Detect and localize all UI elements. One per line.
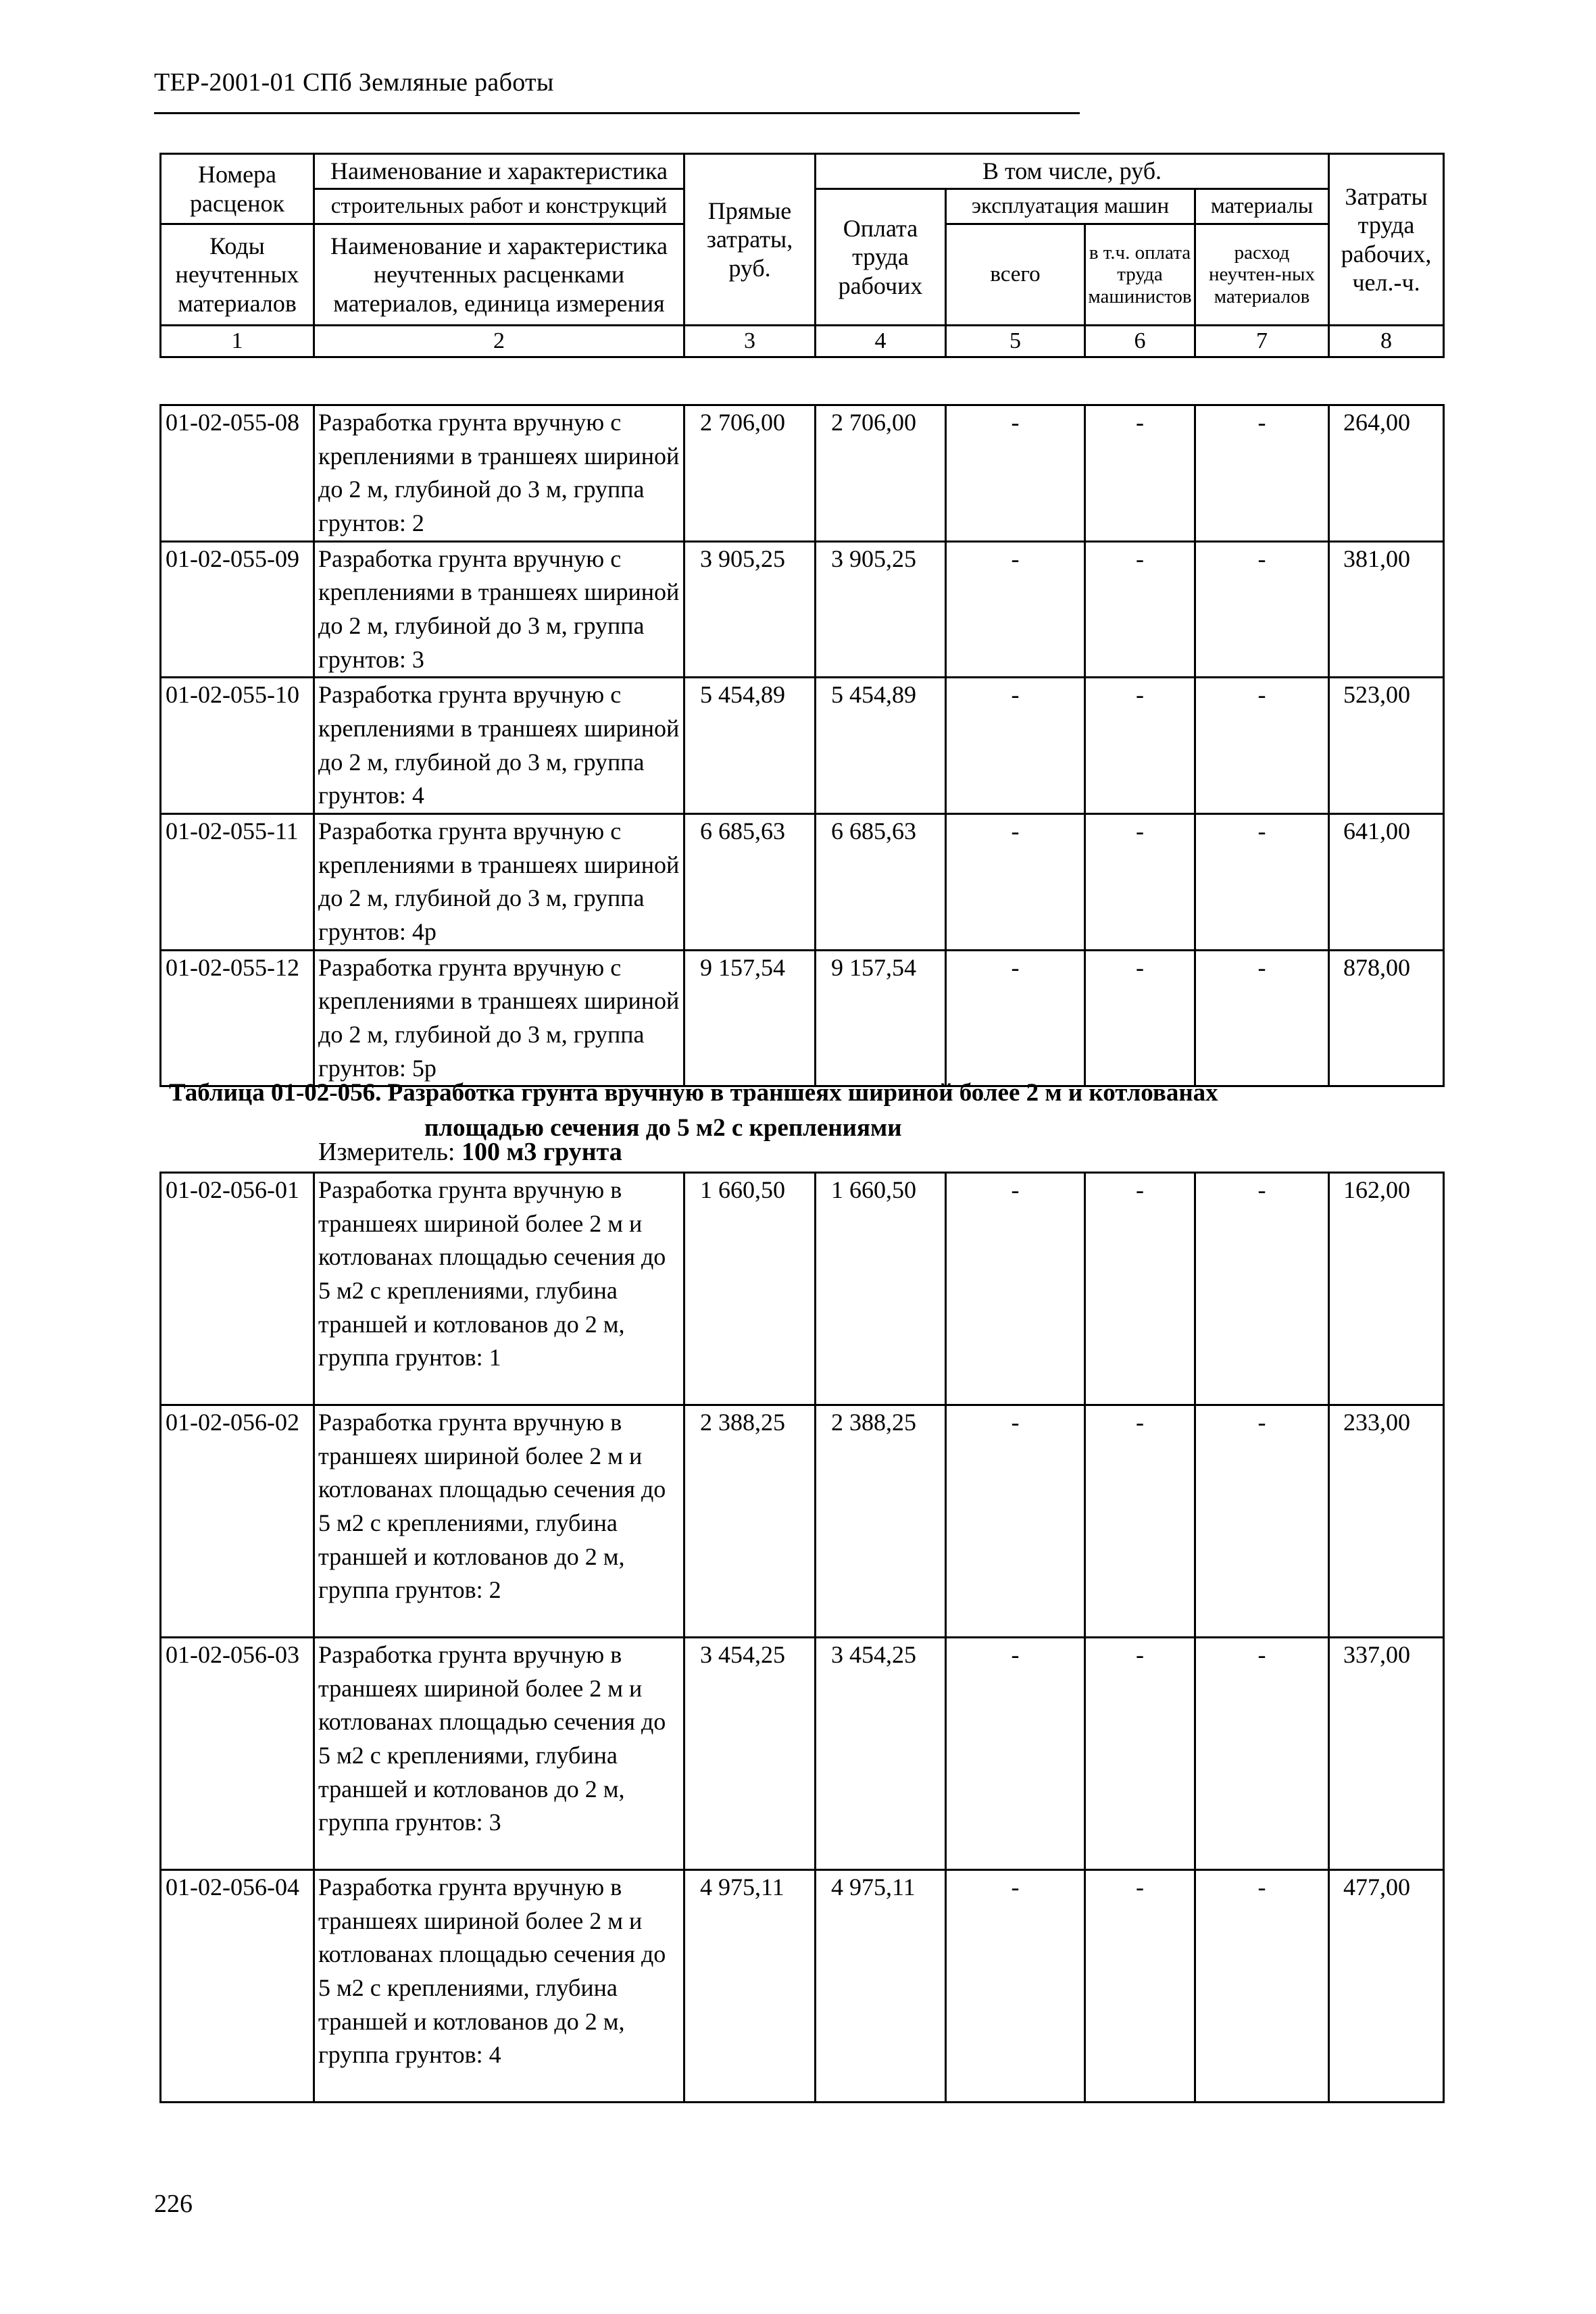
col-number: 5 [946,326,1085,357]
machines-total-cell: - [946,541,1085,678]
labor-hours-cell: 264,00 [1329,405,1444,542]
table-row [161,678,1444,814]
measure-value: 100 м3 грунта [462,1138,622,1166]
rate-code-cell: 01-02-056-03 [161,1638,314,1870]
machines-total-cell: - [946,1870,1085,2103]
machinists-pay-cell: - [1085,1405,1195,1638]
table-056-title-line1: Таблица 01-02-056. Разработка грунта вручную в траншеях шириной более 2 м и котлованах [169,1079,1218,1107]
labor-hours-cell: 162,00 [1329,1173,1444,1405]
table-056-title-line2: площадью сечения до 5 м2 с креплениями [424,1113,902,1142]
col1-header-bottom: Коды неучтенных материалов [161,224,314,326]
labor-hours-cell: 878,00 [1329,950,1444,1086]
materials-consumption-cell: - [1195,405,1329,542]
materials-consumption-cell: - [1195,1870,1329,2103]
labor-pay-cell: 5 454,89 [816,678,946,814]
materials-consumption-cell: - [1195,1638,1329,1870]
rate-code-cell: 01-02-055-12 [161,950,314,1086]
rate-code-cell: 01-02-055-11 [161,814,314,951]
materials-consumption-cell: - [1195,1173,1329,1405]
work-name-cell: Разработка грунта вручную с креплениями в траншеях шириной до 2 м, глубиной до 3 м, группа грунтов: 2 [314,405,684,542]
col7-header: расход неучтен-ных материалов [1195,224,1329,326]
table-row [161,1173,1444,1405]
direct-costs-cell: 6 685,63 [684,814,816,951]
work-name-cell: Разработка грунта вручную в траншеях шириной более 2 м и котлованах площадью сечения до 5 м2 с креплениями, глубина траншей и котлованов до 2 м, группа грунтов: 3 [314,1638,684,1870]
col2-header-bottom: Наименование и характеристика неучтенных расценками материалов, единица измерения [314,224,684,326]
work-name-cell: Разработка грунта вручную в траншеях шириной более 2 м и котлованах площадью сечения до 5 м2 с креплениями, глубина траншей и котлованов до 2 м, группа грунтов: 1 [314,1173,684,1405]
measure-label: Измеритель: [318,1138,455,1166]
machines-total-cell: - [946,814,1085,951]
rate-code-cell: 01-02-055-10 [161,678,314,814]
rates-table-055 [159,404,1445,1087]
labor-hours-cell: 233,00 [1329,1405,1444,1638]
page-header-title: ТЕР-2001-01 СПб Земляные работы [154,68,554,97]
rate-code-cell: 01-02-055-09 [161,541,314,678]
col-number: 8 [1329,326,1444,357]
machinists-pay-cell: - [1085,814,1195,951]
materials-consumption-cell: - [1195,541,1329,678]
direct-costs-cell: 5 454,89 [684,678,816,814]
labor-hours-cell: 381,00 [1329,541,1444,678]
machinists-pay-cell: - [1085,1173,1195,1405]
col4-header: Оплата труда рабочих [816,189,946,326]
direct-costs-cell: 9 157,54 [684,950,816,1086]
rates-table-056 [159,1172,1445,2103]
labor-pay-cell: 4 975,11 [816,1870,946,2103]
table-row [161,405,1444,542]
labor-hours-cell: 337,00 [1329,1638,1444,1870]
table-row [161,1870,1444,2103]
col6-header: в т.ч. оплата труда машинистов [1085,224,1195,326]
machines-total-cell: - [946,678,1085,814]
labor-pay-cell: 2 706,00 [816,405,946,542]
col-number: 6 [1085,326,1195,357]
table-row [161,541,1444,678]
col5-header: всего [946,224,1085,326]
table-row [161,1405,1444,1638]
machines-total-cell: - [946,1405,1085,1638]
direct-costs-cell: 2 388,25 [684,1405,816,1638]
machinists-pay-cell: - [1085,405,1195,542]
machinists-pay-cell: - [1085,1870,1195,2103]
rate-code-cell: 01-02-055-08 [161,405,314,542]
materials-consumption-cell: - [1195,678,1329,814]
machinists-pay-cell: - [1085,541,1195,678]
direct-costs-cell: 3 905,25 [684,541,816,678]
table-056-title [169,1076,1365,1146]
labor-pay-cell: 3 454,25 [816,1638,946,1870]
materials-consumption-cell: - [1195,950,1329,1086]
work-name-cell: Разработка грунта вручную в траншеях шириной более 2 м и котлованах площадью сечения до 5 м2 с креплениями, глубина траншей и котлованов до 2 м, группа грунтов: 4 [314,1870,684,2103]
col-number: 3 [684,326,816,357]
materials-header: материалы [1195,189,1329,224]
materials-consumption-cell: - [1195,1405,1329,1638]
col-number: 4 [816,326,946,357]
work-name-cell: Разработка грунта вручную с креплениями в траншеях шириной до 2 м, глубиной до 3 м, группа грунтов: 3 [314,541,684,678]
labor-hours-cell: 477,00 [1329,1870,1444,2103]
machinists-pay-cell: - [1085,678,1195,814]
rate-code-cell: 01-02-056-02 [161,1405,314,1638]
labor-pay-cell: 1 660,50 [816,1173,946,1405]
col-number: 1 [161,326,314,357]
col3-header: Прямые затраты, руб. [684,154,816,326]
machines-total-cell: - [946,405,1085,542]
col8-header: Затраты труда рабочих, чел.-ч. [1329,154,1444,326]
col2-header-top: Наименование и характеристика [314,154,684,189]
labor-pay-cell: 6 685,63 [816,814,946,951]
col1-header-top: Номера расценок [161,154,314,224]
rate-code-cell: 01-02-056-04 [161,1870,314,2103]
measure-unit [318,1137,622,1167]
table-row [161,814,1444,951]
work-name-cell: Разработка грунта вручную в траншеях шириной более 2 м и котлованах площадью сечения до 5 м2 с креплениями, глубина траншей и котлованов до 2 м, группа грунтов: 2 [314,1405,684,1638]
in-total-header: В том числе, руб. [816,154,1329,189]
rate-code-cell: 01-02-056-01 [161,1173,314,1405]
page-number: 226 [154,2190,193,2218]
column-header-table [159,153,1445,358]
machinists-pay-cell: - [1085,950,1195,1086]
col-number: 7 [1195,326,1329,357]
materials-consumption-cell: - [1195,814,1329,951]
direct-costs-cell: 2 706,00 [684,405,816,542]
col-number: 2 [314,326,684,357]
machines-total-cell: - [946,1638,1085,1870]
work-name-cell: Разработка грунта вручную с креплениями в траншеях шириной до 2 м, глубиной до 3 м, группа грунтов: 4 [314,678,684,814]
table-row [161,1638,1444,1870]
machines-total-cell: - [946,1173,1085,1405]
direct-costs-cell: 3 454,25 [684,1638,816,1870]
machines-total-cell: - [946,950,1085,1086]
header-rule [154,112,1080,114]
col2-header-top-small: строительных работ и конструкций [314,189,684,224]
direct-costs-cell: 1 660,50 [684,1173,816,1405]
labor-pay-cell: 2 388,25 [816,1405,946,1638]
work-name-cell: Разработка грунта вручную с креплениями в траншеях шириной до 2 м, глубиной до 3 м, группа грунтов: 5р [314,950,684,1086]
machinists-pay-cell: - [1085,1638,1195,1870]
labor-pay-cell: 3 905,25 [816,541,946,678]
machines-header: эксплуатация машин [946,189,1195,224]
table-row [161,950,1444,1086]
labor-pay-cell: 9 157,54 [816,950,946,1086]
work-name-cell: Разработка грунта вручную с креплениями в траншеях шириной до 2 м, глубиной до 3 м, группа грунтов: 4р [314,814,684,951]
labor-hours-cell: 641,00 [1329,814,1444,951]
direct-costs-cell: 4 975,11 [684,1870,816,2103]
labor-hours-cell: 523,00 [1329,678,1444,814]
